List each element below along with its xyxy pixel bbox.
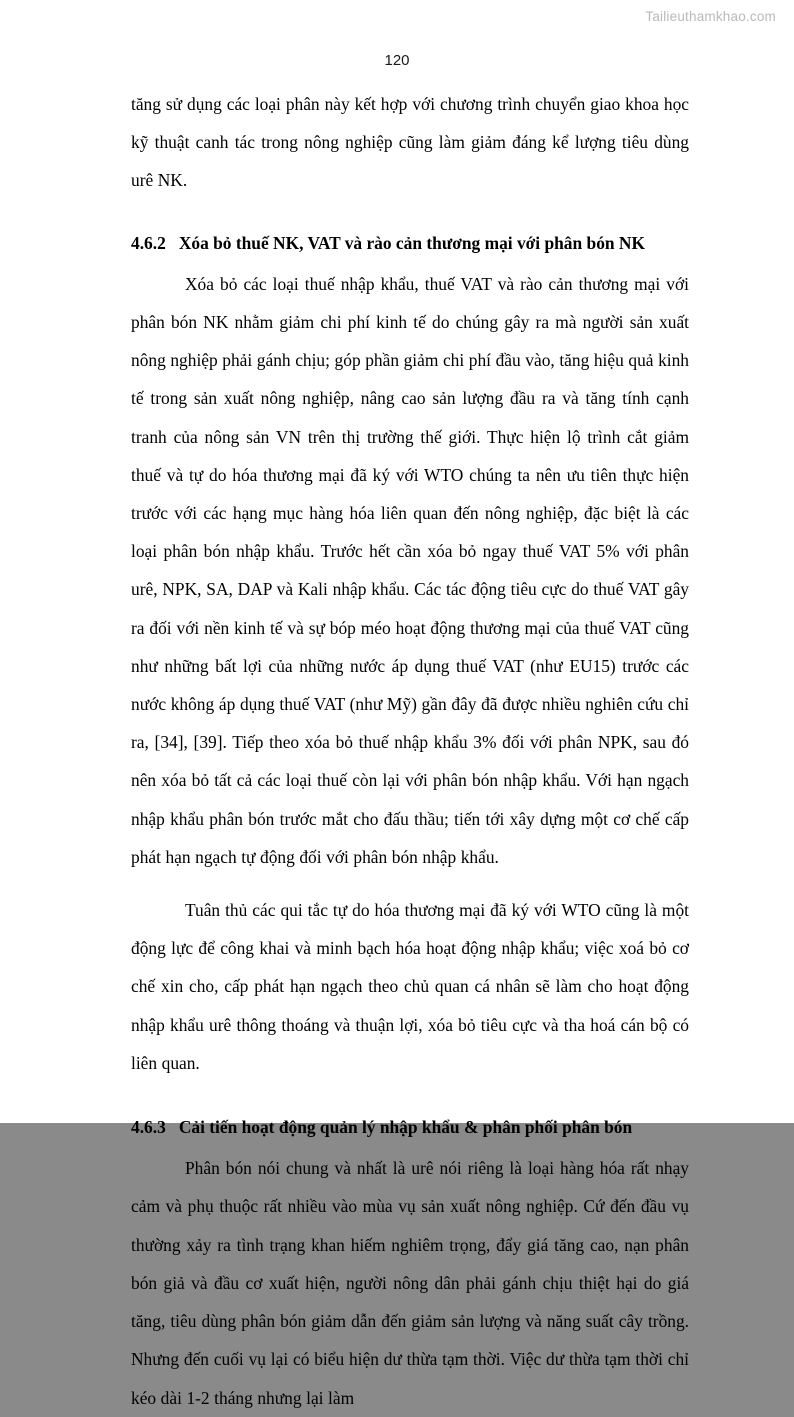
heading-4-6-3-title: Cải tiến hoạt động quản lý nhập khẩu & phân phối phân bón [178,1117,633,1138]
heading-4-6-2-title: Xóa bỏ thuế NK, VAT và rào cản thương mại với phân bón NK [178,232,645,253]
page-number: 120 [384,52,410,69]
section-4-6-2-paragraph-1: Xóa bỏ các loại thuế nhập khẩu, thuế VAT và rào cản thương mại với phân bón NK nhằm giảm chi phí kinh tế do chúng gây ra mà người sản xuất nông nghiệp phải gánh chịu; góp phần giảm chi phí đầu vào, tăng hiệu quả kinh tế trong sản xuất nông nghiệp, nâng cao sản lượng đầu ra và tăng tính cạnh tranh của nông sản VN trên thị trường thế giới. Thực hiện lộ trình cắt giảm thuế và tự do hóa thương mại đã ký với WTO chúng ta nên ưu tiên thực hiện trước với các hạng mục hàng hóa liên quan đến nông nghiệp, đặc biệt là các loại phân bón nhập khẩu. Trước hết cần xóa bỏ ngay thuế VAT 5% với phân urê, NPK, SA, DAP và Kali nhập khẩu. Các tác động tiêu cực do thuế VAT gây ra đối với nền kinh tế và sự bóp méo hoạt động thương mại của thuế VAT cũng như những bất lợi của những nước áp dụng thuế VAT (như EU15) trước các nước không áp dụng thuế VAT (như Mỹ) gần đây đã được nhiều nghiên cứu chỉ ra, [34], [39]. Tiếp theo xóa bỏ thuế nhập khẩu 3% đối với phân NPK, sau đó nên xóa bỏ tất cả các loại thuế còn lại với phân bón nhập khẩu. Với hạn ngạch nhập khẩu phân bón trước mắt cho đấu thầu; tiến tới xây dựng một cơ chế cấp phát hạn ngạch tự động đối với phân bón nhập khẩu. [131,273,689,867]
spacer [131,1082,689,1108]
section-4-6-2-paragraph-2: Tuân thủ các qui tắc tự do hóa thương mại đã ký với WTO cũng là một động lực để công khai và minh bạch hóa hoạt động nhập khẩu; việc xoá bỏ cơ chế xin cho, cấp phát hạn ngạch theo chủ quan cá nhân sẽ làm cho hoạt động nhập khẩu urê thông thoáng và thuận lợi, xóa bỏ tiêu cực và tha hoá cán bộ có liên quan. [131,900,689,1073]
spacer [131,876,689,891]
heading-4-6-3-number: 4.6.3 [131,1117,166,1138]
heading-4-6-3 [131,1108,689,1146]
heading-4-6-2-number: 4.6.2 [131,232,166,253]
section-4-6-3-paragraph-1: Phân bón nói chung và nhất là urê nói riêng là loại hàng hóa rất nhạy cảm và phụ thuộc rất nhiều vào mùa vụ sản xuất nông nghiệp. Cứ đến đầu vụ thường xảy ra tình trạng khan hiếm nghiêm trọng, đẩy giá tăng cao, nạn phân bón giả và đầu cơ xuất hiện, người nông dân phải gánh chịu thiệt hại do giá tăng, tiêu dùng phân bón giảm dẫn đến giảm sản lượng và năng suất cây trồng. Nhưng đến cuối vụ lại có biểu hiện dư thừa tạm thời. Việc dư thừa tạm thời chỉ kéo dài 1-2 tháng nhưng lại làm [131,1158,689,1408]
paragraph-continued: tăng sử dụng các loại phân này kết hợp với chương trình chuyển giao khoa học kỹ thuật canh tác trong nông nghiệp cũng làm giảm đáng kể lượng tiêu dùng urê NK. [131,94,689,191]
heading-4-6-2 [131,224,689,262]
spacer [131,200,689,224]
site-watermark: Tailieuthamkhao.com [645,9,776,24]
page-content [131,85,689,1417]
